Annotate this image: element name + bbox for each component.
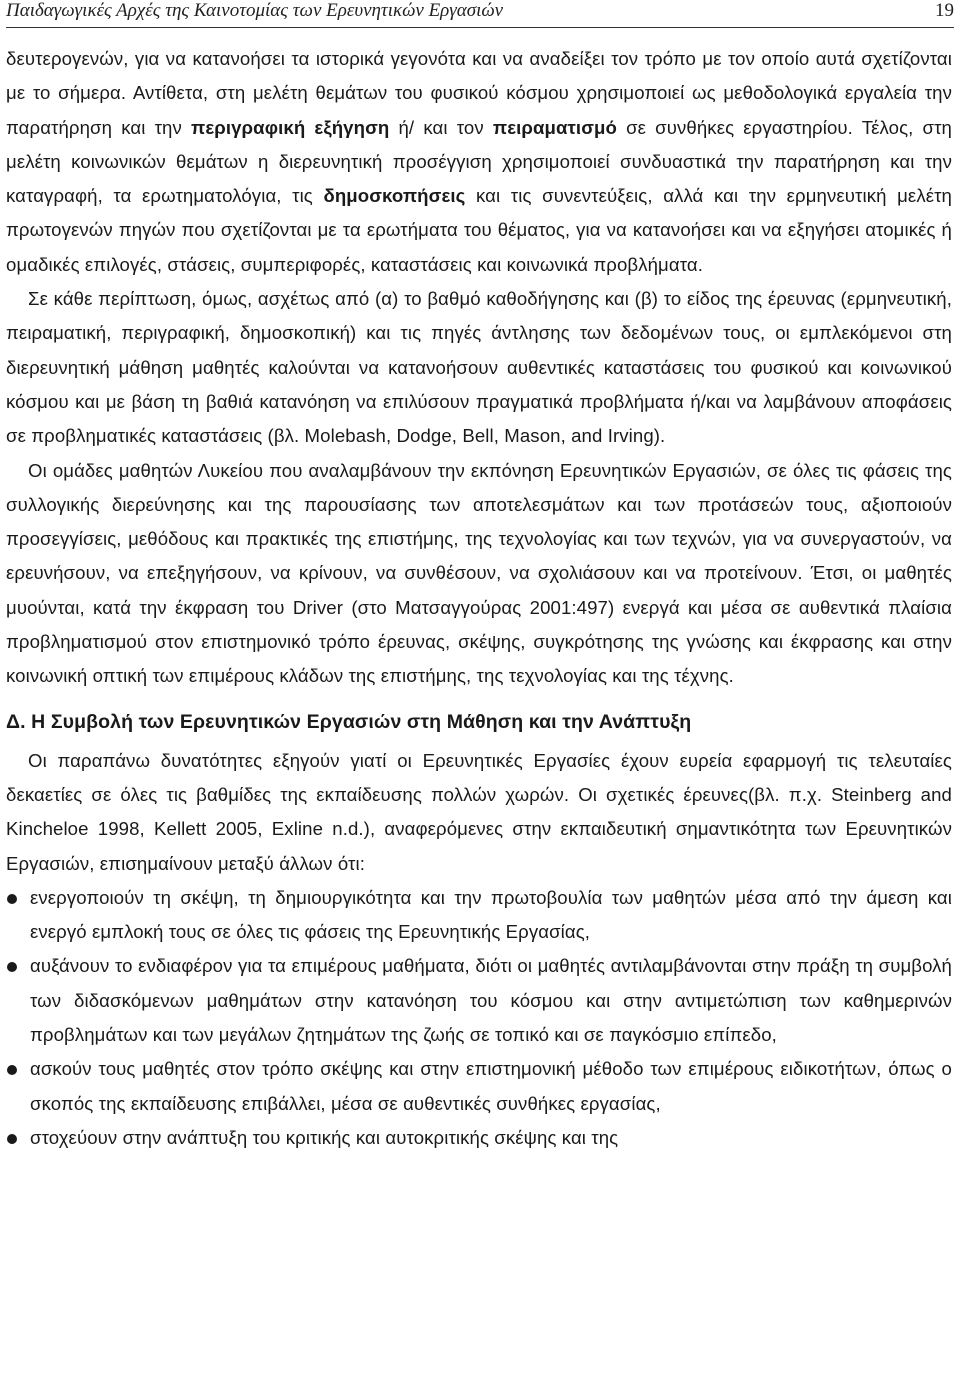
p1-text-1: δευτερογενών, για να κατανοήσει τα ιστορικά γεγονότα και να αναδείξει τον τρόπο με τον οποίο αυτά σχετίζονται με το σήμερα. Αντίθετα, στη μελέτη θεμάτων του φυσικού κόσμου χρησιμοποιεί ως μεθοδολογικά εργαλεία την παρατήρηση και την [6, 48, 952, 138]
p1-text-3: σε συνθήκες εργαστηρίου. Τέλος, στη μελέτη κοινωνικών θεμάτων η διερευνητική προσέγγιση χρησιμοποιεί συνδυαστικά την παρατήρηση και την καταγραφή, τα ερωτηματολόγια, τις [6, 116, 952, 207]
bullet-icon [7, 962, 17, 972]
running-title: Παιδαγωγικές Αρχές της Καινοτομίας των Ερευνητικών Εργασιών [6, 0, 504, 21]
paragraph-2: Σε κάθε περίπτωση, όμως, ασχέτως από (α) το βαθμό καθοδήγησης και (β) το είδος της έρευνας (ερμηνευτική, πειραματική, περιγραφική, δημοσκοπική) και τις πηγές άντλησης των δεδομένων τους, οι εμπλεκόμενοι στη διερευνητική μάθηση μαθητές καλούνται να κατανοήσουν αυθεντικές καταστάσεις του φυσικού και κοινωνικού κόσμου και με βάση τη βαθιά κατανόηση να επιλύσουν πραγματικά προβλήματα ή/και να λαμβάνουν αποφάσεις σε προβληματικές καταστάσεις (βλ. Molebash, Dodge, Bell, Mason, and Irving). [6, 288, 952, 447]
list-item [6, 1052, 952, 1121]
list-item [6, 1121, 952, 1155]
bullet-icon [7, 1065, 17, 1075]
list-item [6, 949, 952, 1052]
paragraph-1 [6, 42, 952, 282]
header-rule [6, 27, 954, 28]
list-item [6, 881, 952, 950]
page-number: 19 [935, 0, 954, 21]
bullet-icon [7, 894, 17, 904]
term-descriptive-explanation: περιγραφική εξήγηση [190, 116, 390, 138]
list-item-text: στοχεύουν στην ανάπτυξη του κριτικής και αυτοκριτικής σκέψης και της [30, 1126, 619, 1148]
term-polls: δημοσκοπήσεις [323, 185, 466, 207]
term-experimentation: πειραματισμό [492, 116, 617, 138]
list-item-text: αυξάνουν το ενδιαφέρον για τα επιμέρους μαθήματα, διότι οι μαθητές αντιλαμβάνονται στην πράξη τη συμβολή των διδασκόμενων μαθημάτων στην κατανόηση του κόσμου και στην αντιμετώπιση των καθημερινών προβλημάτων και των μεγάλων ζητημάτων της ζωής σε τοπικό και σε παγκόσμιο επίπεδο, [30, 955, 952, 1046]
body-text [6, 42, 952, 1155]
p1-text-4: και τις συνεντεύξεις, αλλά και την ερμηνευτική μελέτη πρωτογενών πηγών που σχετίζονται με τα ερωτήματα του θέματος, για να κατανοήσει και να εξηγήσει ατομικές ή ομαδικές επιλογές, στάσεις, συμπεριφορές, καταστάσεις και κοινωνικά προβλήματα. [6, 185, 952, 275]
bullet-icon [7, 1134, 17, 1144]
list-item-text: ασκούν τους μαθητές στον τρόπο σκέψης και στην επιστημονική μέθοδο των επιμέρους ειδικοτήτων, όπως ο σκοπός της εκπαίδευσης επιβάλλει, μέσα σε αυθεντικές συνθήκες εργασίας, [30, 1058, 952, 1114]
bullet-list [6, 881, 952, 1155]
list-item-text: ενεργοποιούν τη σκέψη, τη δημιουργικότητα και την πρωτοβουλία των μαθητών μέσα από την άμεση και ενεργό εμπλοκή τους σε όλες τις φάσεις της Ερευνητικής Εργασίας, [30, 886, 952, 943]
section-intro: Οι παραπάνω δυνατότητες εξηγούν γιατί οι Ερευνητικές Εργασίες έχουν ευρεία εφαρμογή τις τελευταίες δεκαετίες σε όλες τις βαθμίδες της εκπαίδευσης πολλών χωρών. Οι σχετικές έρευνες(βλ. π.χ. Steinberg and Kincheloe 1998, Kellett 2005, Exline n.d.), αναφερόμενες στην εκπαιδευτική σημαντικότητα των Ερευνητικών Εργασιών, επισημαίνουν μεταξύ άλλων ότι: [6, 749, 952, 874]
p1-text-2: ή/ και τον [389, 116, 493, 138]
section-heading: Δ. Η Συμβολή των Ερευνητικών Εργασιών στη Μάθηση και την Ανάπτυξη [6, 710, 692, 733]
running-header [6, 0, 954, 26]
paragraph-3: Οι ομάδες μαθητών Λυκείου που αναλαμβάνουν την εκπόνηση Ερευνητικών Εργασιών, σε όλες τις φάσεις της συλλογικής διερεύνησης και της παρουσίασης των αποτελεσμάτων και των προτάσεών τους, αξιοποιούν προσεγγίσεις, μεθόδους και πρακτικές της επιστήμης, της τεχνολογίας και των τεχνών, για να συνεργαστούν, να ερευνήσουν, να επεξηγήσουν, να κρίνουν, να συνθέσουν, να σχολιάσουν και να προτείνουν. Έτσι, οι μαθητές μυούνται, κατά την έκφραση του Driver (στο Ματσαγγούρας 2001:497) ενεργά και μέσα σε αυθεντικά πλαίσια προβληματισμού στον επιστημονικό τρόπο έρευνας, σκέψης, συγκρότησης της γνώσης και έκφρασης και στην κοινωνική οπτική των επιμέρους κλάδων της επιστήμης, της τεχνολογίας και της τέχνης. [6, 459, 952, 687]
